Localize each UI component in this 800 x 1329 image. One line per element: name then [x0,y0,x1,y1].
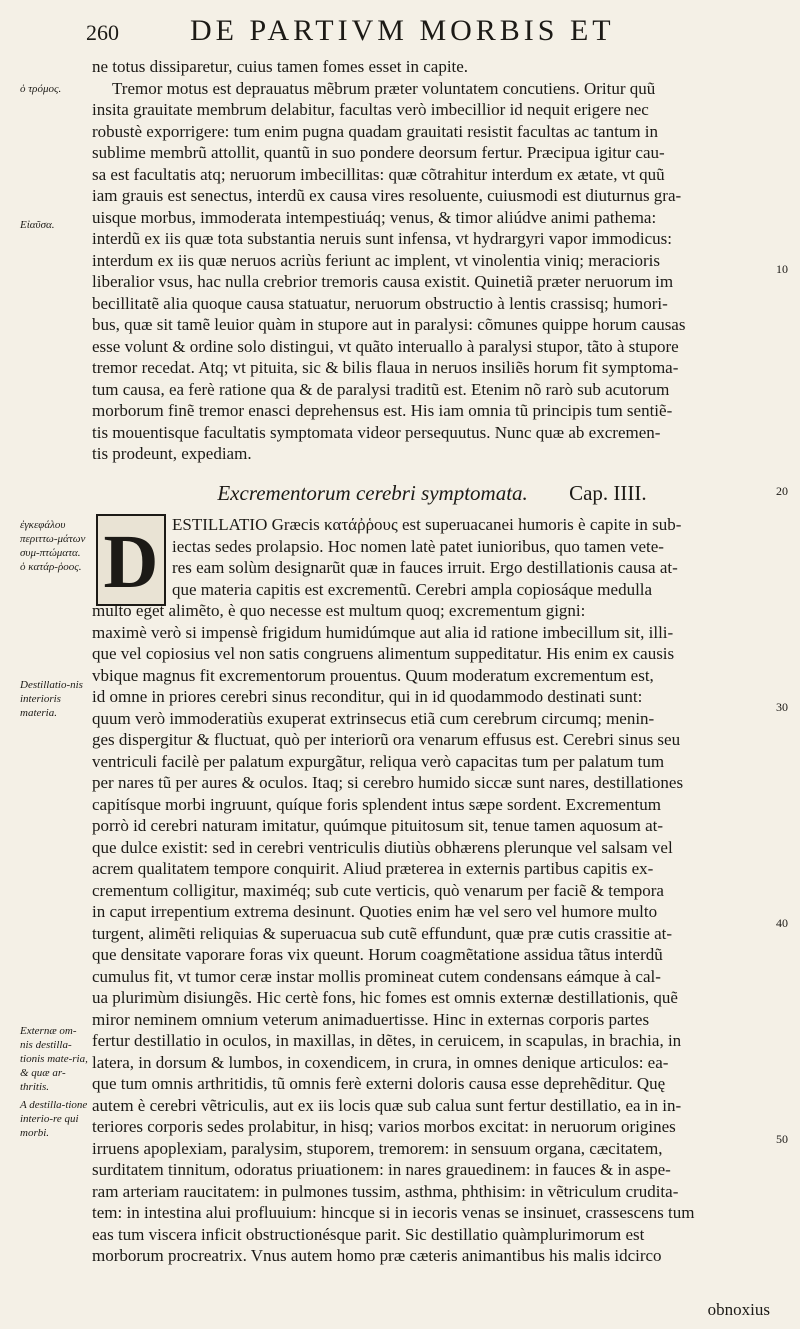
text-line: tum causa, ea ferè ratione qua & de paralysi traditũ est. Etenim nõ rarò sub acutorum [92,379,670,399]
text-block-destillatio [92,514,772,1267]
text-line: tremor recedat. Atq; vt pituita, sic & bilis flaua in neruos insiliẽs horum fit symptoma- [92,358,679,377]
text-line: capitísque morbi ingruunt, quíque foris splendent intus sæpe sordent. Excrementum [92,794,661,814]
text-line: morborum finẽ tremor enasci deprehensus est. His iam omnia tũ principis tum sentiẽ- [92,401,673,420]
text-line: interdũ ex iis quæ tota substantia neruis sunt infensa, vt hydrargyri vapor immodicus: [92,229,672,248]
dropcap-letter: D [103,520,159,604]
text-line: latera, in dorsum & lumbos, in coxendicem, in crura, in omnes denique articulos: ea- [92,1052,669,1072]
line-number: 30 [776,700,788,714]
text-line: crementum colligitur, maximéq; sub cute verticis, quò venarum per faciẽ & tempora [92,880,664,900]
text-line: multo eget alimẽto, è quo necesse est multum quoq; excrementum gigni: [92,601,586,620]
text-line: liberalior vsus, hac nulla crebrior tremoris causa existit. Quinetiã præter neruorum im [92,272,674,291]
line-number: 40 [776,916,788,930]
text-line: maximè verò si impensè frigidum humidúmque aut alia id ratione imbecillum sit, illi- [92,622,674,642]
text-line: res eam solùm designarũt quæ in fauces irruit. Ergo destillationis causa at- [172,558,678,577]
line-number: 10 [776,262,788,276]
text-line: fertur destillatio in oculos, in maxillas, in dẽtes, in ceruicem, in scapulas, in brachia, in [92,1031,682,1050]
text-line: cumulus fit, vt tumor ceræ instar mollis promineat cutem condensans eámque à cal- [92,966,661,986]
text-line: ne totus dissiparetur, cuius tamen fomes esset in capite. [92,57,469,76]
text-line: robustè exporrigere: tum enim pugna quadam grauitati resistit facultas ac tantum in [92,121,659,141]
margin-note: Externæ om-nis destilla-tionis mate-ria, & quæ ar-thritis. [20,1025,88,1093]
text-line: que materia capitis est excrementũ. Cerebri ampla copiosáque medulla [172,579,653,599]
running-head: DE PARTIVM MORBIS ET [190,14,615,47]
margin-note: Εἰαῦσα. [20,219,55,231]
section-heading [92,481,772,506]
text-line: acrem qualitatem tempore conquirit. Aliud præterea in externis partibus capitis ex- [92,859,654,878]
text-line: eas tum viscera inficit obstructionésque parit. Sic destillatio quàmplurimorum est [92,1224,645,1244]
text-line: Tremor motus est deprauatus mẽbrum præter voluntatem concutiens. Oritur quũ [112,78,656,98]
text-line: ventriculi facilè per palatum expurgãtur, reliqua verò capacitas tum per palatum tum [92,751,665,771]
text-line: irruens apoplexiam, paralysim, stuporem, tremorem: in sensuum organa, cæcitatem, [92,1138,663,1158]
text-line: que tum omnis arthritidis, tũ omnis ferè externi doloris causa esse deprehẽditur. Quę [92,1074,666,1093]
text-line: ESTILLATIO Græcis κατάῤῥους est superuacanei humoris è capite in sub- [172,515,682,534]
text-line: in caput irrepentium extrema desinunt. Quoties enim hæ vel sero vel humore multo [92,902,658,921]
text-line: insita grauitate membrum delabitur, facultas verò imbecillior id nequit erigere nec [92,100,649,119]
text-line: tis prodeunt, expediam. [92,444,252,463]
margin-note: ἐγκεφάλου περιττω-μάτων συμ-πτώματα. ὁ κατάρ-ῥοος. [20,519,86,573]
page-number: 260 [86,20,119,45]
text-line: quum verò immoderatiùs exuperat extrinsecus etiã cum cerebrum circumq; menin- [92,708,655,728]
catchword: obnoxius [707,1300,770,1319]
chapter-number: Cap. IIII. [569,481,647,505]
text-line: miror neminem omnium veterum animaduertisse. Hinc in externas corporis partes [92,1009,650,1029]
text-line: interdum ex iis quæ neruos acriùs feriunt ac implent, vt vinolentia viniq; meracioris [92,250,660,270]
text-line: morborum procreatrix. Vnus autem homo præ cæteris animantibus his malis idcirco [92,1246,662,1265]
text-line: tis mouentisque facultatis symptomata videor persequutus. Nunc quæ ab excremen- [92,422,661,442]
text-line: bus, quæ sit tamẽ leuior quàm in stupore aut in paralysi: cõmunes quippe horum causas [92,315,686,334]
text-block-tremor [92,56,772,465]
text-line: iam grauis est senectus, interdũ ex causa vires resoluente, cuiusmodi est diuturnus gra- [92,186,682,205]
margin-note: Destillatio-nis interioris materia. [20,679,83,719]
text-line: per nares tũ per aures & oculos. Itaq; si cerebro humido siccæ sunt nares, destillationes [92,773,684,792]
section-title: Excrementorum cerebri symptomata. [217,481,528,505]
text-line: sa est facultatis atq; neruorum imbecillitas: quæ cõtrahitur interdum ex ætate, vt quũ [92,164,665,184]
line-number: 20 [776,484,788,498]
text-line: que vel copiosius vel non satis congruens alimentum suppeditatur. His enim ex causis [92,644,675,663]
text-line: que dulce existit: sed in cerebri ventriculis diutiùs obhærens plerunque vel salsam vel [92,837,673,857]
text-line: ram arteriam raucitatem: in pulmones tussim, asthma, phthisim: in vẽtriculum crudita- [92,1181,679,1201]
text-line: id omne in priores cerebri sinus reconditur, qui in id quodammodo destinati sunt: [92,687,643,706]
text-line: tem: in intestina alui profluuium: hincque si in iecoris venas se insinuet, crassescens tum [92,1203,695,1222]
text-line: iectas sedes prolapsio. Hoc nomen latè patet iunioribus, quo tamen vete- [172,536,664,556]
text-line: porrò id cerebri naturam imitatur, quúmque pituitosum sit, tenue tamen aquosum at- [92,816,664,835]
text-line: esse volunt & ordine solo distingui, vt quãto interuallo à paralysi stupor, tãto à stupore [92,336,679,356]
margin-note: ὁ τρόμος. [20,83,62,95]
line-number: 50 [776,1132,788,1146]
text-line: sublime membrũ attollit, quantũ in suo pondere deorsum fertur. Præcipua igitur cau- [92,143,665,162]
text-line: que densitate vaporare foras vix queunt. Horum coagmẽtatione assidua tãtus interdũ [92,945,663,964]
text-line: turgent, alimẽti reliquias & superuacua sub cutẽ effundunt, quæ præ cutis crassitie at- [92,923,673,943]
text-line: surditatem tinnitum, odoratus priuationem: in nares grauedinem: in fauces & in aspe- [92,1160,671,1179]
text-line: becillitatẽ alia quoque causa statuatur, neruorum obstructio à lentis crassisq; humori- [92,293,668,313]
text-line: autem è cerebri vẽtriculis, aut ex iis locis quæ sub calua sunt fertur destillatio, ea in in- [92,1095,682,1115]
text-line: vbique magnus fit excrementorum prouentus. Quum moderatum excrementum est, [92,665,654,685]
text-line: uisque morbus, immoderata intempestiuáq; venus, & timor aliúdve animi pathema: [92,207,657,227]
text-line: teriores corporis sedes prolabitur, in hisq; varios morbos excitat: in neruorum origines [92,1117,676,1136]
margin-note: A destilla-tione interio-re qui morbi. [20,1099,88,1139]
text-line: ua plurimùm disiungẽs. Hic certè fons, hic fomes est omnis externæ destillationis, quẽ [92,988,678,1007]
text-line: ges dispergitur & fluctuat, quò per interiorũ ora venarum effusus est. Cerebri sinus seu [92,730,681,749]
